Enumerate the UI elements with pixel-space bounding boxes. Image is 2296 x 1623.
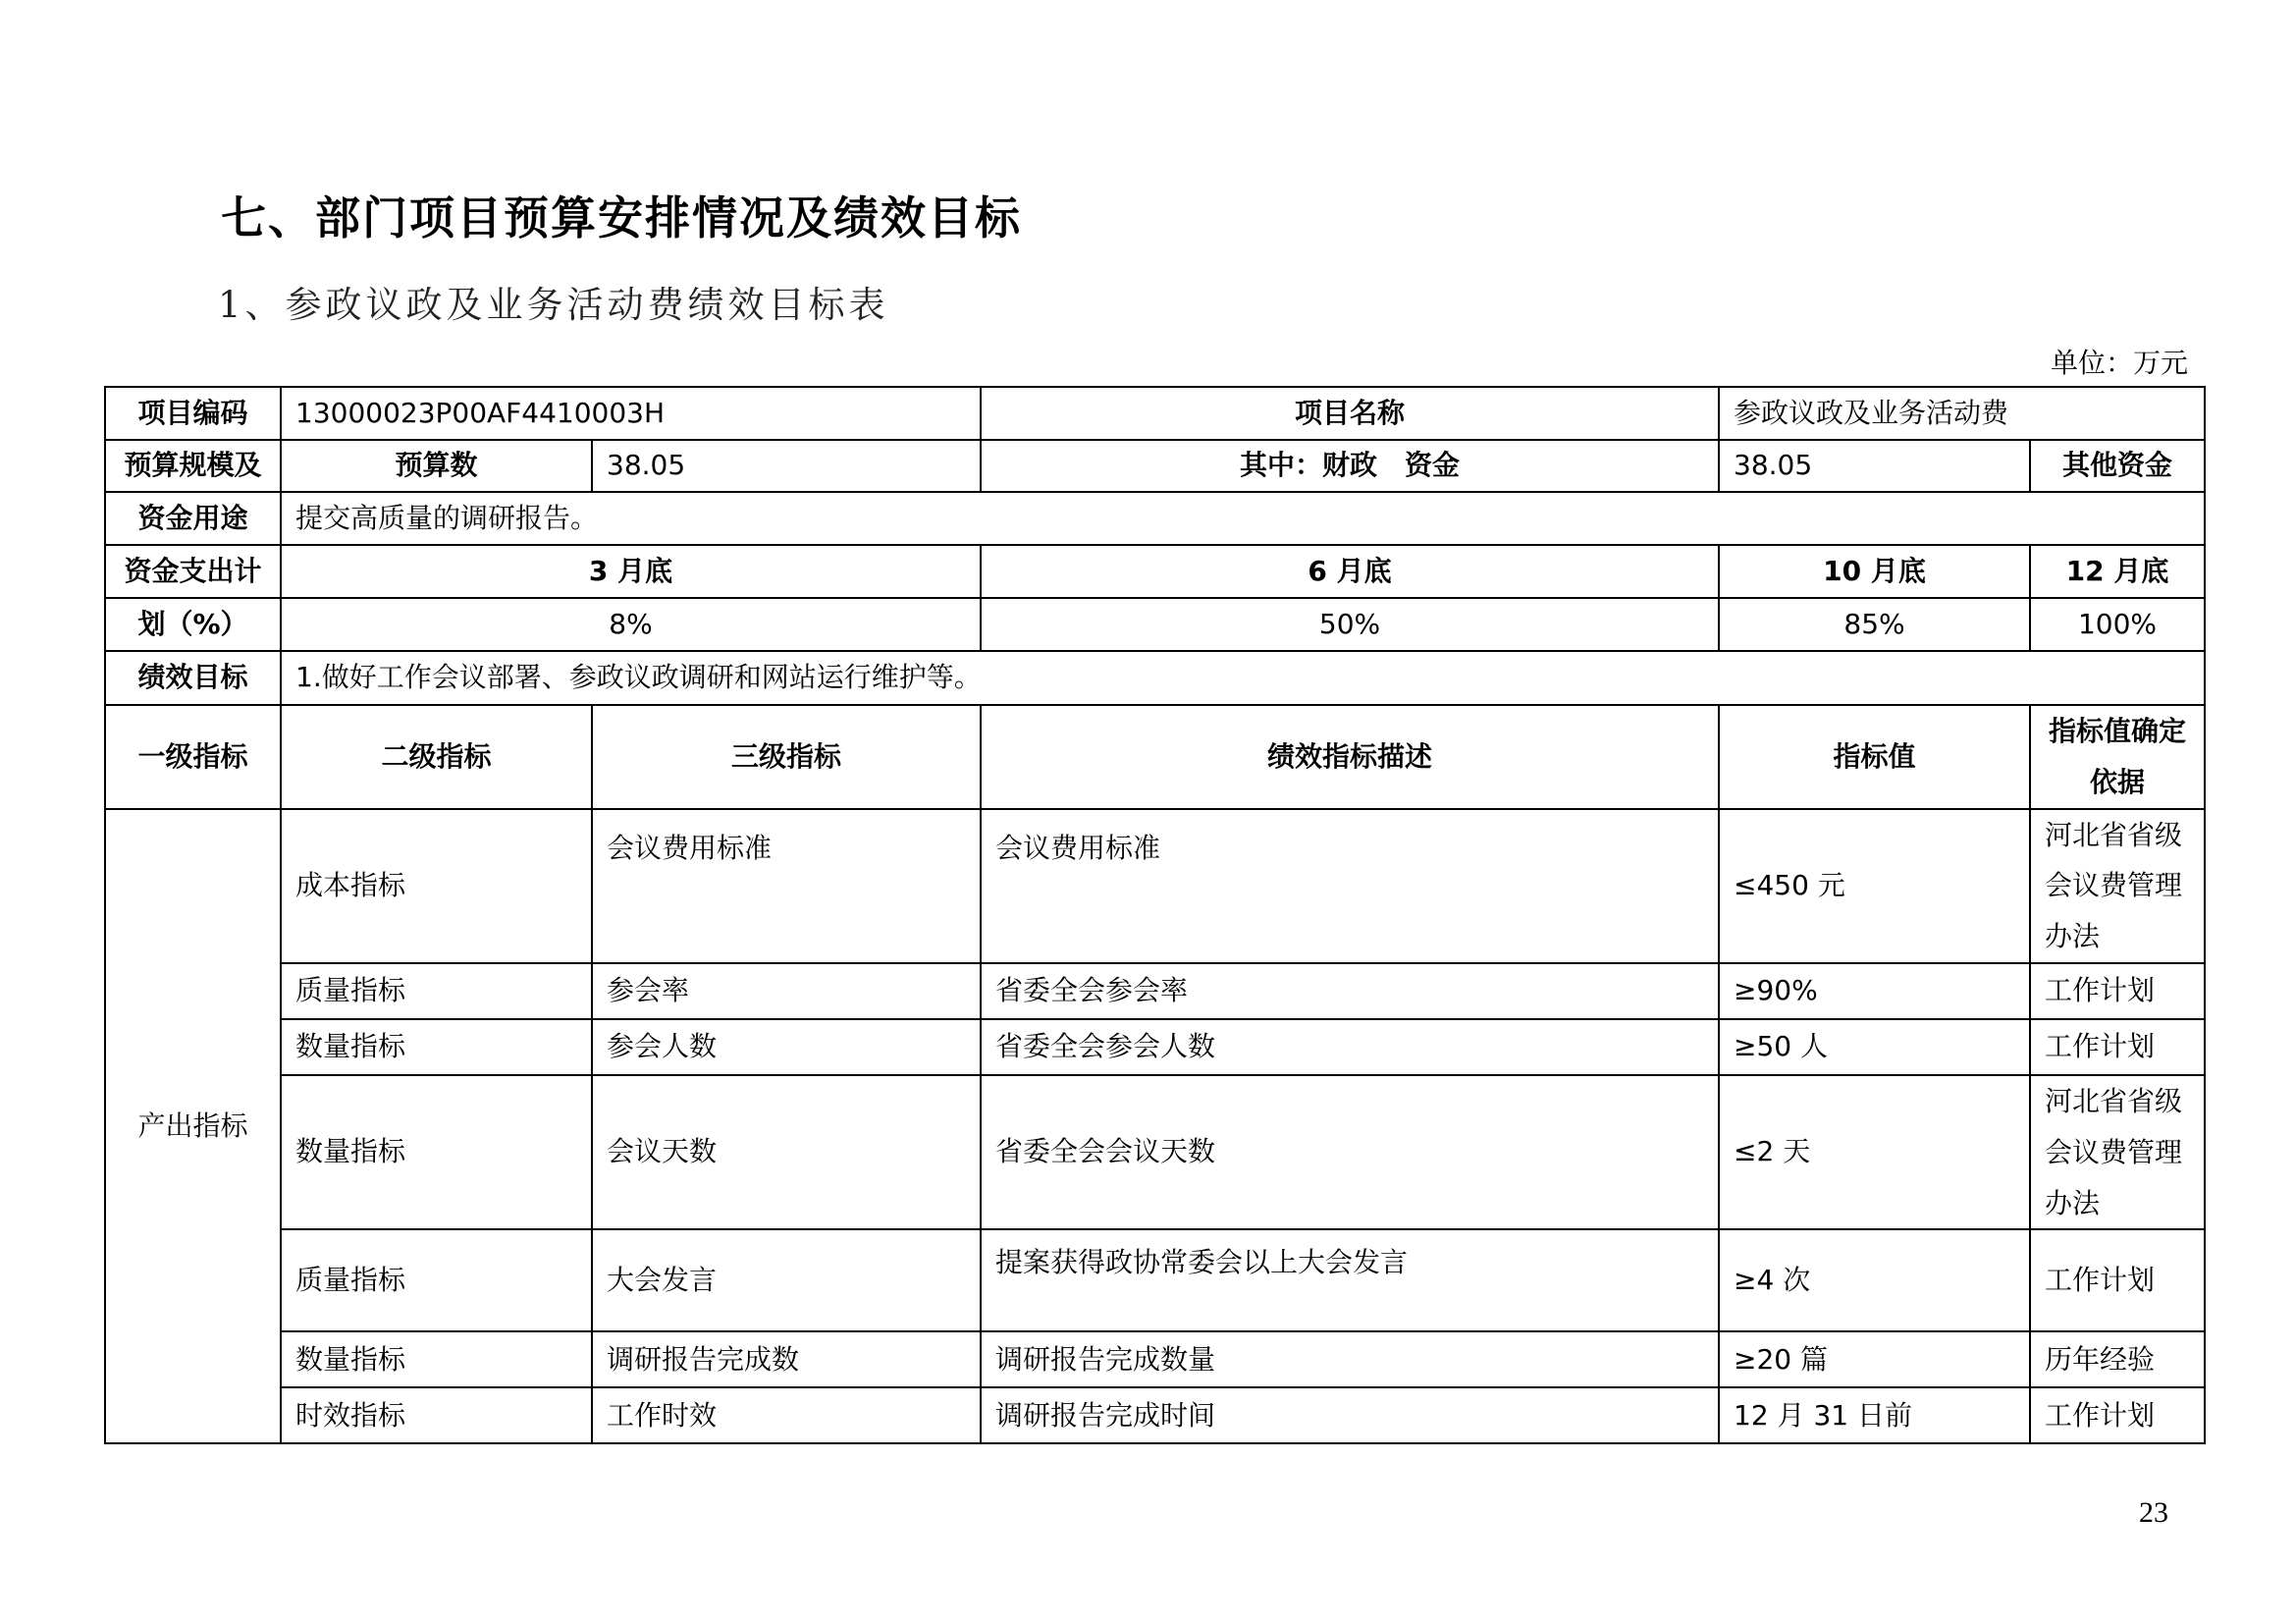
table-row: [105, 1075, 2205, 1229]
finance-fund-value: 38.05: [1719, 440, 2030, 492]
plan-period-jun: 6 月底: [981, 545, 1719, 598]
plan-percent-row: [105, 598, 2205, 651]
basis-cell: 工作计划: [2030, 1387, 2205, 1443]
level3-cell: 会议天数: [592, 1075, 981, 1229]
plan-label-line2: 划（%）: [105, 598, 281, 651]
level2-cell: 时效指标: [281, 1387, 592, 1443]
unit-label: 单位：万元: [2050, 347, 2188, 379]
description-cell: 调研报告完成数量: [981, 1331, 1719, 1387]
header-value: 指标值: [1719, 705, 2030, 809]
level2-cell: 质量指标: [281, 963, 592, 1019]
goal-label: 绩效目标: [105, 651, 281, 705]
plan-label-line1: 资金支出计: [105, 545, 281, 598]
value-cell: ≥4 次: [1719, 1229, 2030, 1331]
level3-cell: 参会人数: [592, 1019, 981, 1075]
description-cell: 省委全会参会率: [981, 963, 1719, 1019]
plan-period-mar: 3 月底: [281, 545, 981, 598]
goal-text: 1.做好工作会议部署、参政议政调研和网站运行维护等。: [281, 651, 2205, 705]
level3-cell: 大会发言: [592, 1229, 981, 1331]
budget-amount-value: 38.05: [592, 440, 981, 492]
finance-fund-label: 其中：财政 资金: [981, 440, 1719, 492]
plan-percent-mar: 8%: [281, 598, 981, 651]
header-level1: 一级指标: [105, 705, 281, 809]
project-code-value: 13000023P00AF4410003H: [281, 387, 981, 440]
table-row: [105, 1229, 2205, 1331]
value-cell: ≥50 人: [1719, 1019, 2030, 1075]
header-description: 绩效指标描述: [981, 705, 1719, 809]
basis-cell: 河北省省级会议费管理办法: [2030, 809, 2205, 963]
level2-cell: 质量指标: [281, 1229, 592, 1331]
table-row: [105, 1387, 2205, 1443]
budget-label-line1: 预算规模及: [105, 440, 281, 492]
budget-label-line2: 资金用途: [105, 492, 281, 545]
basis-cell: 历年经验: [2030, 1331, 2205, 1387]
level2-cell: 数量指标: [281, 1331, 592, 1387]
value-cell: ≤450 元: [1719, 809, 2030, 963]
level2-cell: 数量指标: [281, 1019, 592, 1075]
description-cell: 会议费用标准: [981, 809, 1719, 963]
fund-usage-text: 提交高质量的调研报告。: [281, 492, 2205, 545]
description-cell: 调研报告完成时间: [981, 1387, 1719, 1443]
performance-goal-table: [104, 386, 2206, 1444]
level3-cell: 调研报告完成数: [592, 1331, 981, 1387]
table-row: [105, 963, 2205, 1019]
header-basis: 指标值确定依据: [2030, 705, 2205, 809]
plan-percent-jun: 50%: [981, 598, 1719, 651]
table-title: 1、参政议政及业务活动费绩效目标表: [218, 284, 889, 326]
level2-cell: 数量指标: [281, 1075, 592, 1229]
description-cell: 省委全会参会人数: [981, 1019, 1719, 1075]
header-level3: 三级指标: [592, 705, 981, 809]
other-fund-label: 其他资金: [2030, 440, 2205, 492]
level3-cell: 工作时效: [592, 1387, 981, 1443]
project-code-label: 项目编码: [105, 387, 281, 440]
basis-cell: 河北省省级会议费管理办法: [2030, 1075, 2205, 1229]
indicator-header-row: [105, 705, 2205, 809]
description-cell: 提案获得政协常委会以上大会发言: [981, 1229, 1719, 1331]
plan-period-dec: 12 月底: [2030, 545, 2205, 598]
header-level2: 二级指标: [281, 705, 592, 809]
table-row: [105, 1331, 2205, 1387]
level2-cell: 成本指标: [281, 809, 592, 963]
value-cell: 12 月 31 日前: [1719, 1387, 2030, 1443]
project-name-label: 项目名称: [981, 387, 1719, 440]
usage-row: [105, 492, 2205, 545]
page-number: 23: [2139, 1496, 2168, 1529]
plan-percent-dec: 100%: [2030, 598, 2205, 651]
project-row: [105, 387, 2205, 440]
project-name-value: 参政议政及业务活动费: [1719, 387, 2205, 440]
goal-row: [105, 651, 2205, 705]
budget-amount-label: 预算数: [281, 440, 592, 492]
table-row: [105, 809, 2205, 963]
value-cell: ≤2 天: [1719, 1075, 2030, 1229]
section-heading: 七、部门项目预算安排情况及绩效目标: [221, 191, 1022, 244]
budget-row: [105, 440, 2205, 492]
basis-cell: 工作计划: [2030, 1019, 2205, 1075]
plan-percent-oct: 85%: [1719, 598, 2030, 651]
basis-cell: 工作计划: [2030, 1229, 2205, 1331]
table-row: [105, 1019, 2205, 1075]
basis-cell: 工作计划: [2030, 963, 2205, 1019]
value-cell: ≥20 篇: [1719, 1331, 2030, 1387]
description-cell: 省委全会会议天数: [981, 1075, 1719, 1229]
plan-period-oct: 10 月底: [1719, 545, 2030, 598]
level3-cell: 参会率: [592, 963, 981, 1019]
plan-period-row: [105, 545, 2205, 598]
value-cell: ≥90%: [1719, 963, 2030, 1019]
level1-indicator-output: 产出指标: [105, 809, 281, 1444]
level3-cell: 会议费用标准: [592, 809, 981, 963]
